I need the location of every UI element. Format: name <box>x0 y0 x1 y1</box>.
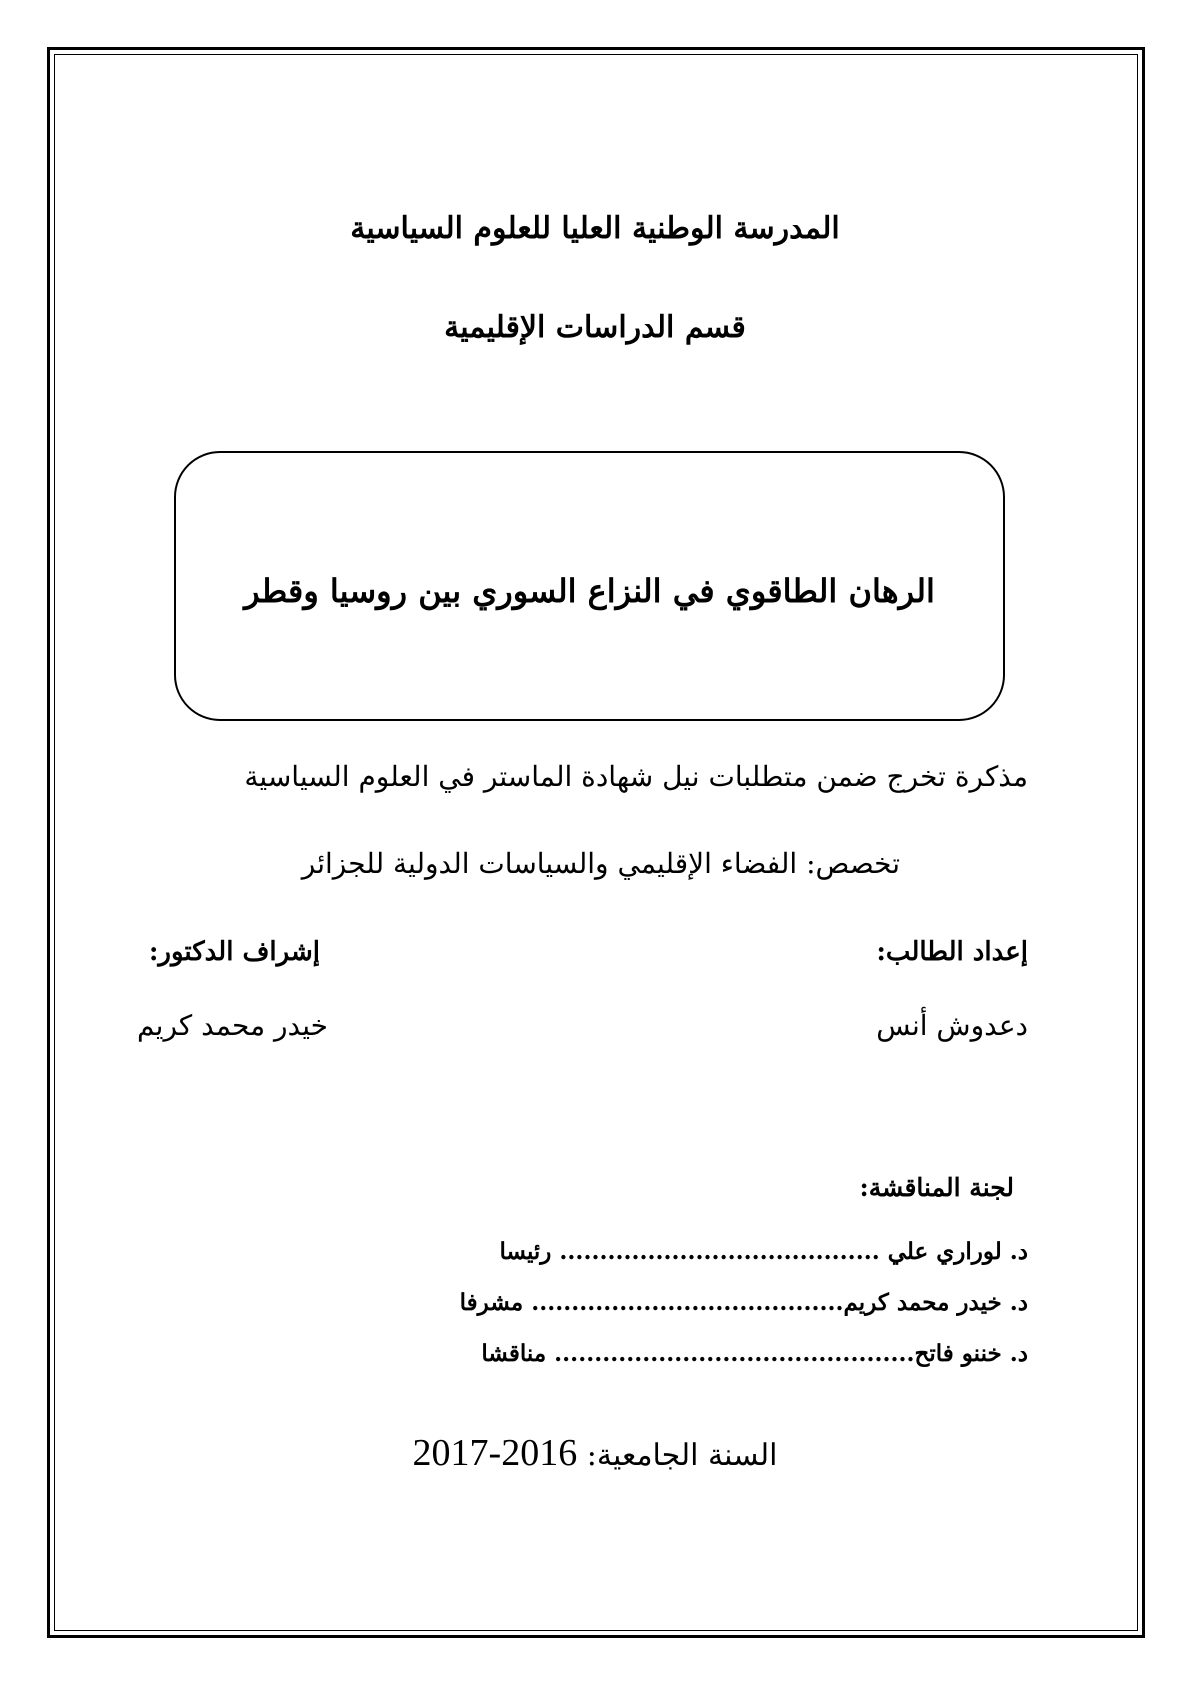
supervisor-name: خيدر محمد كريم <box>137 1009 328 1042</box>
academic-year-label: السنة الجامعية: <box>586 1438 778 1473</box>
department-name: قسم الدراسات الإقليمية <box>444 310 746 345</box>
institution-name: المدرسة الوطنية العليا للعلوم السياسية <box>350 211 840 246</box>
committee-member-examiner: د. خننو فاتح............................................. مناقشا <box>481 1340 1028 1367</box>
academic-year-value: 2017-2016 <box>412 1432 578 1474</box>
committee-label: لجنة المناقشة: <box>859 1173 1014 1202</box>
student-name: دعدوش أنس <box>876 1009 1028 1042</box>
page-border-inner <box>54 54 1138 1631</box>
specialization: تخصص: الفضاء الإقليمي والسياسات الدولية للجزائر <box>301 847 900 880</box>
degree-note: مذكرة تخرج ضمن متطلبات نيل شهادة الماستر في العلوم السياسية <box>244 760 1028 793</box>
committee-member-president: د. لوراري علي ........................................ رئيسا <box>499 1238 1028 1265</box>
supervisor-label: إشراف الدكتور: <box>148 937 320 967</box>
thesis-title: الرهان الطاقوي في النزاع السوري بين روسيا وقطر <box>244 572 935 610</box>
committee-member-supervisor: د. خيدر محمد كريم....................................... مشرفا <box>459 1289 1028 1316</box>
thesis-title-box <box>174 451 1005 721</box>
student-label: إعداد الطالب: <box>876 937 1028 967</box>
academic-year <box>0 1431 1190 1475</box>
